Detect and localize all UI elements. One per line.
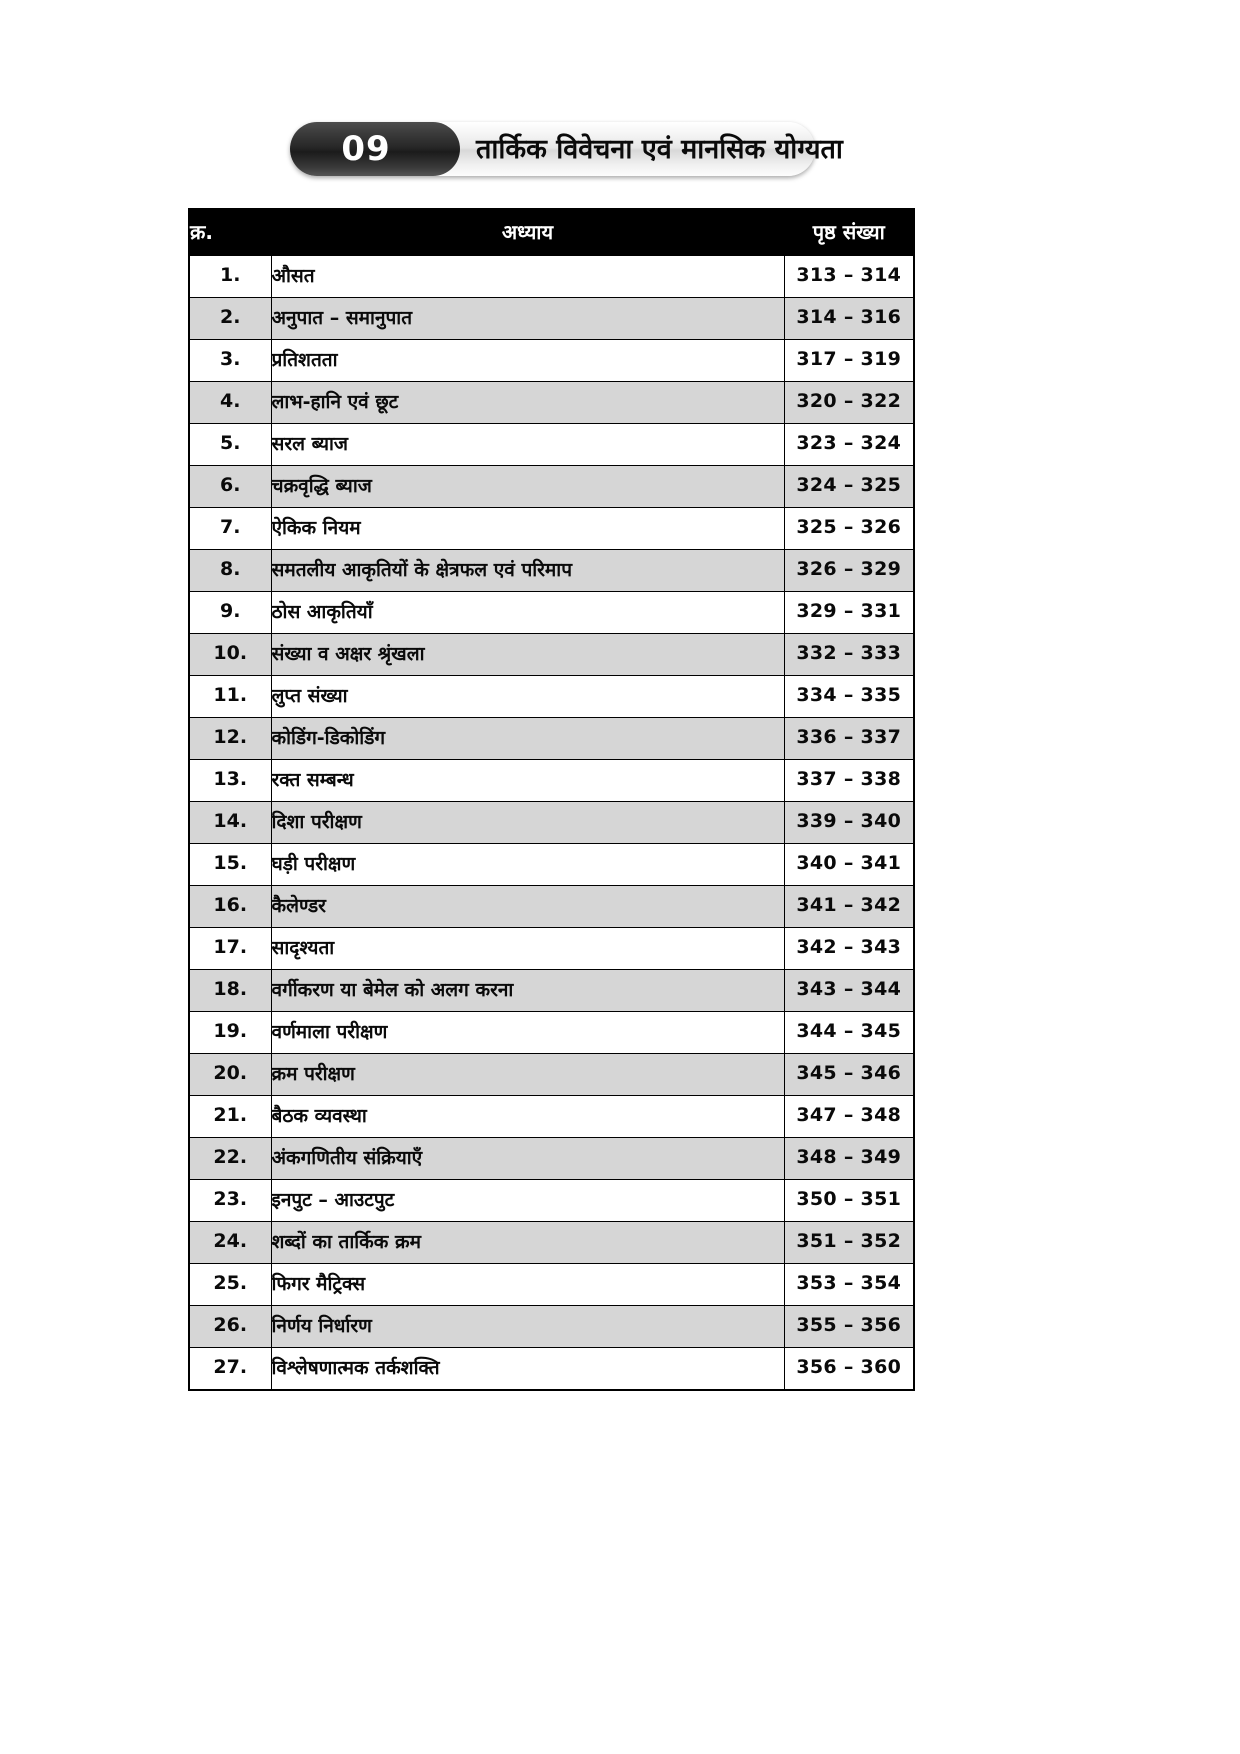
cell-page-range: 355 – 356 bbox=[784, 1306, 914, 1348]
cell-page-range: 345 – 346 bbox=[784, 1054, 914, 1096]
cell-chapter-name: रक्त सम्बन्ध bbox=[271, 760, 784, 802]
cell-sno: 27. bbox=[189, 1348, 271, 1391]
table-row bbox=[189, 382, 914, 424]
table-row bbox=[189, 634, 914, 676]
table-row bbox=[189, 970, 914, 1012]
cell-sno: 24. bbox=[189, 1222, 271, 1264]
table-row bbox=[189, 802, 914, 844]
cell-page-range: 347 – 348 bbox=[784, 1096, 914, 1138]
table-row bbox=[189, 676, 914, 718]
cell-chapter-name: दिशा परीक्षण bbox=[271, 802, 784, 844]
cell-chapter-name: संख्या व अक्षर श्रृंखला bbox=[271, 634, 784, 676]
cell-sno: 16. bbox=[189, 886, 271, 928]
cell-page-range: 324 – 325 bbox=[784, 466, 914, 508]
toc-table-body bbox=[189, 256, 914, 1391]
cell-page-range: 353 – 354 bbox=[784, 1264, 914, 1306]
chapter-number: 09 bbox=[341, 129, 391, 169]
cell-chapter-name: सादृश्यता bbox=[271, 928, 784, 970]
cell-chapter-name: बैठक व्यवस्था bbox=[271, 1096, 784, 1138]
table-row bbox=[189, 1222, 914, 1264]
cell-sno: 5. bbox=[189, 424, 271, 466]
table-row bbox=[189, 550, 914, 592]
cell-sno: 3. bbox=[189, 340, 271, 382]
toc-table-head bbox=[189, 209, 914, 256]
cell-chapter-name: लाभ-हानि एवं छूट bbox=[271, 382, 784, 424]
cell-page-range: 341 – 342 bbox=[784, 886, 914, 928]
table-row bbox=[189, 1180, 914, 1222]
cell-sno: 21. bbox=[189, 1096, 271, 1138]
cell-sno: 8. bbox=[189, 550, 271, 592]
cell-chapter-name: क्रम परीक्षण bbox=[271, 1054, 784, 1096]
cell-chapter-name: वर्गीकरण या बेमेल को अलग करना bbox=[271, 970, 784, 1012]
cell-page-range: 320 – 322 bbox=[784, 382, 914, 424]
cell-sno: 11. bbox=[189, 676, 271, 718]
table-row bbox=[189, 760, 914, 802]
table-row bbox=[189, 718, 914, 760]
toc-header-row bbox=[189, 209, 914, 256]
cell-chapter-name: ऐकिक नियम bbox=[271, 508, 784, 550]
cell-chapter-name: निर्णय निर्धारण bbox=[271, 1306, 784, 1348]
cell-page-range: 348 – 349 bbox=[784, 1138, 914, 1180]
cell-page-range: 339 – 340 bbox=[784, 802, 914, 844]
chapter-banner bbox=[290, 122, 843, 176]
cell-sno: 15. bbox=[189, 844, 271, 886]
cell-page-range: 356 – 360 bbox=[784, 1348, 914, 1391]
column-header-sno: क्र. bbox=[189, 209, 271, 256]
cell-sno: 26. bbox=[189, 1306, 271, 1348]
table-row bbox=[189, 1264, 914, 1306]
cell-sno: 25. bbox=[189, 1264, 271, 1306]
cell-sno: 7. bbox=[189, 508, 271, 550]
cell-page-range: 343 – 344 bbox=[784, 970, 914, 1012]
table-row bbox=[189, 466, 914, 508]
cell-sno: 1. bbox=[189, 256, 271, 298]
cell-page-range: 314 – 316 bbox=[784, 298, 914, 340]
cell-page-range: 313 – 314 bbox=[784, 256, 914, 298]
cell-sno: 19. bbox=[189, 1012, 271, 1054]
cell-chapter-name: इनपुट – आउटपुट bbox=[271, 1180, 784, 1222]
cell-page-range: 323 – 324 bbox=[784, 424, 914, 466]
cell-sno: 10. bbox=[189, 634, 271, 676]
table-row bbox=[189, 592, 914, 634]
cell-sno: 18. bbox=[189, 970, 271, 1012]
cell-sno: 6. bbox=[189, 466, 271, 508]
cell-chapter-name: अंकगणितीय संक्रियाएँ bbox=[271, 1138, 784, 1180]
cell-page-range: 332 – 333 bbox=[784, 634, 914, 676]
cell-page-range: 337 – 338 bbox=[784, 760, 914, 802]
cell-sno: 17. bbox=[189, 928, 271, 970]
cell-page-range: 334 – 335 bbox=[784, 676, 914, 718]
cell-page-range: 344 – 345 bbox=[784, 1012, 914, 1054]
cell-chapter-name: चक्रवृद्धि ब्याज bbox=[271, 466, 784, 508]
table-row bbox=[189, 1096, 914, 1138]
table-row bbox=[189, 256, 914, 298]
cell-sno: 14. bbox=[189, 802, 271, 844]
cell-chapter-name: कैलेण्डर bbox=[271, 886, 784, 928]
cell-chapter-name: फिगर मैट्रिक्स bbox=[271, 1264, 784, 1306]
cell-chapter-name: अनुपात – समानुपात bbox=[271, 298, 784, 340]
cell-chapter-name: कोडिंग-डिकोडिंग bbox=[271, 718, 784, 760]
cell-page-range: 329 – 331 bbox=[784, 592, 914, 634]
cell-chapter-name: औसत bbox=[271, 256, 784, 298]
toc-table-wrapper bbox=[188, 208, 913, 1391]
cell-chapter-name: सरल ब्याज bbox=[271, 424, 784, 466]
cell-chapter-name: घड़ी परीक्षण bbox=[271, 844, 784, 886]
cell-sno: 23. bbox=[189, 1180, 271, 1222]
table-row bbox=[189, 1348, 914, 1391]
table-row bbox=[189, 508, 914, 550]
table-row bbox=[189, 1306, 914, 1348]
cell-page-range: 351 – 352 bbox=[784, 1222, 914, 1264]
cell-sno: 12. bbox=[189, 718, 271, 760]
cell-sno: 20. bbox=[189, 1054, 271, 1096]
chapter-title: तार्किक विवेचना एवं मानसिक योग्यता bbox=[476, 134, 843, 165]
table-row bbox=[189, 1012, 914, 1054]
cell-page-range: 350 – 351 bbox=[784, 1180, 914, 1222]
column-header-chapter: अध्याय bbox=[271, 209, 784, 256]
cell-chapter-name: लुप्त संख्या bbox=[271, 676, 784, 718]
table-row bbox=[189, 1054, 914, 1096]
table-row bbox=[189, 886, 914, 928]
cell-sno: 2. bbox=[189, 298, 271, 340]
cell-sno: 4. bbox=[189, 382, 271, 424]
table-row bbox=[189, 298, 914, 340]
cell-page-range: 342 – 343 bbox=[784, 928, 914, 970]
table-row bbox=[189, 424, 914, 466]
cell-page-range: 336 – 337 bbox=[784, 718, 914, 760]
cell-chapter-name: समतलीय आकृतियों के क्षेत्रफल एवं परिमाप bbox=[271, 550, 784, 592]
table-row bbox=[189, 340, 914, 382]
table-row bbox=[189, 844, 914, 886]
toc-table bbox=[188, 208, 915, 1391]
cell-chapter-name: प्रतिशतता bbox=[271, 340, 784, 382]
cell-sno: 9. bbox=[189, 592, 271, 634]
cell-chapter-name: वर्णमाला परीक्षण bbox=[271, 1012, 784, 1054]
cell-sno: 22. bbox=[189, 1138, 271, 1180]
cell-page-range: 317 – 319 bbox=[784, 340, 914, 382]
column-header-pages: पृष्ठ संख्या bbox=[784, 209, 914, 256]
cell-chapter-name: शब्दों का तार्किक क्रम bbox=[271, 1222, 784, 1264]
table-row bbox=[189, 1138, 914, 1180]
cell-sno: 13. bbox=[189, 760, 271, 802]
cell-chapter-name: विश्लेषणात्मक तर्कशक्ति bbox=[271, 1348, 784, 1391]
cell-page-range: 326 – 329 bbox=[784, 550, 914, 592]
cell-chapter-name: ठोस आकृतियाँ bbox=[271, 592, 784, 634]
table-row bbox=[189, 928, 914, 970]
cell-page-range: 325 – 326 bbox=[784, 508, 914, 550]
cell-page-range: 340 – 341 bbox=[784, 844, 914, 886]
